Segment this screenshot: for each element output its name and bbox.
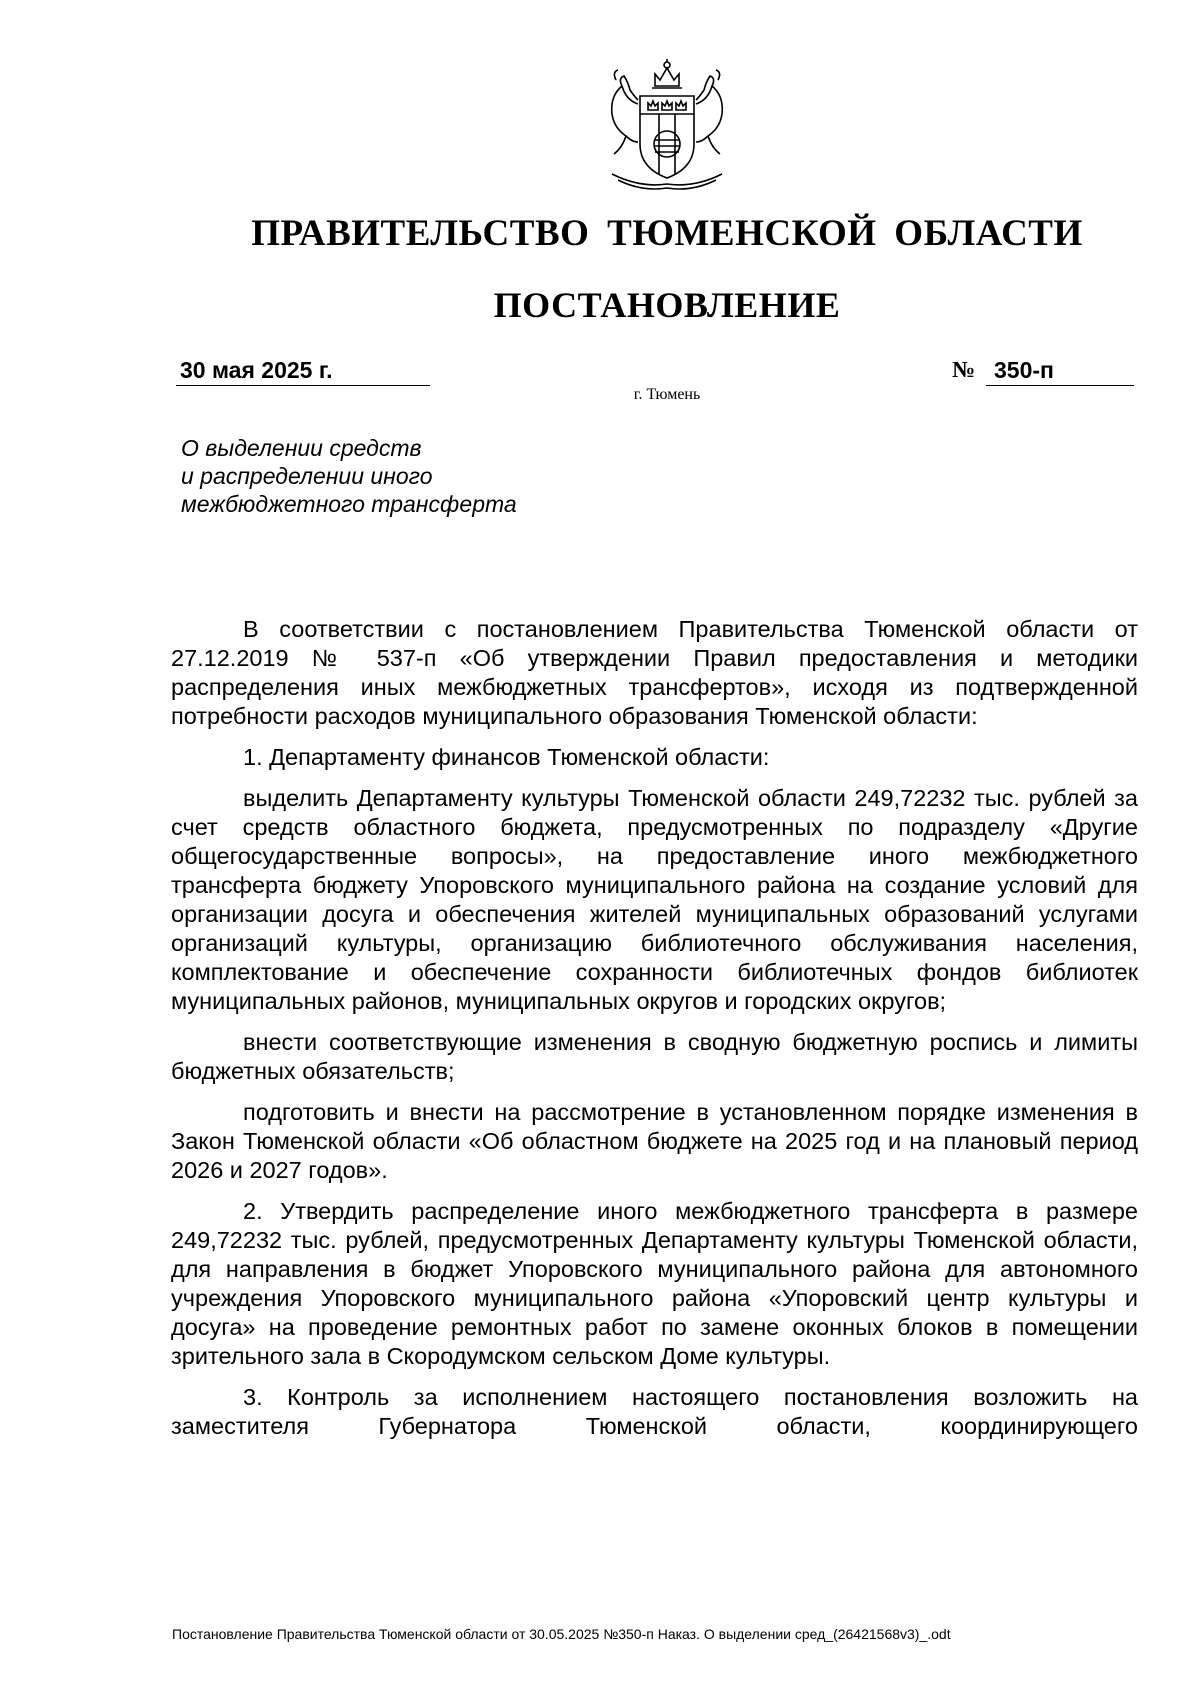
document-date: 30 мая 2025 г. xyxy=(176,355,430,386)
document-city: г. Тюмень xyxy=(633,386,701,403)
body-paragraph-prepare-law: подготовить и внести на рассмотрение в установленном порядке изменения в Закон Тюменской области «Об областном бюджете на 2025 год и на плановый период 2026 и 2027 годов». xyxy=(171,1099,1138,1183)
government-title: ПРАВИТЕЛЬСТВО ТЮМЕНСКОЙ ОБЛАСТИ xyxy=(251,213,1083,254)
body-paragraph-preamble: В соответствии с постановлением Правительства Тюменской области от 27.12.2019 № 537-п «Об утверждении Правил предоставления и методики распределения иных межбюджетных трансфертов», исходя из подтвержденной потребности расходов муниципального образования Тюменской области: xyxy=(171,616,1138,729)
subject-line: и распределении иного xyxy=(181,463,433,489)
body-paragraph-item-3: 3. Контроль за исполнением настоящего постановления возложить на заместителя Губернатора Тюменской области, координирующего xyxy=(171,1384,1138,1439)
body-paragraph-item-2: 2. Утвердить распределение иного межбюджетного трансферта в размере 249,72232 тыс. рублей, предусмотренных Департаменту культуры Тюменской области, для направления в бюджет Упоровского муниципального района для автономного учреждения Упоровского муниципального района «Упоровский центр культуры и досуга» на проведение ремонтных работ по замене оконных блоков в помещении зрительного зала в Скородумском сельском Доме культуры. xyxy=(171,1198,1138,1369)
page-footer: Постановление Правительства Тюменской области от 30.05.2025 №350-п Наказ. О выделении сред_(26421568v3)_.odt xyxy=(172,1626,951,1642)
coat-of-arms-icon xyxy=(592,56,742,192)
subject-line: межбюджетного трансферта xyxy=(181,491,517,517)
body-paragraph-item-1: 1. Департаменту финансов Тюменской области: xyxy=(243,744,770,770)
document-number: 350-п xyxy=(986,355,1134,386)
document-subject xyxy=(181,434,517,518)
subject-line: О выделении средств xyxy=(181,435,422,461)
document-type-title: ПОСТАНОВЛЕНИЕ xyxy=(493,285,841,325)
document-body xyxy=(171,615,1138,1453)
body-paragraph-allocate: выделить Департаменту культуры Тюменской области 249,72232 тыс. рублей за счет средств областного бюджета, предусмотренных по подразделу «Другие общегосударственные вопросы», на предоставление иного межбюджетного трансферта бюджету Упоровского муниципального района на создание условий для организации досуга и обеспечения жителей муниципальных образований услугами организаций культуры, организацию библиотечного обслуживания населения, комплектование и обеспечение сохранности библиотечных фондов библиотек муниципальных районов, муниципальных округов и городских округов; xyxy=(171,785,1138,1014)
document-number-label: № xyxy=(952,357,976,382)
body-paragraph-amend-budget: внести соответствующие изменения в сводную бюджетную роспись и лимиты бюджетных обязательств; xyxy=(171,1029,1138,1084)
